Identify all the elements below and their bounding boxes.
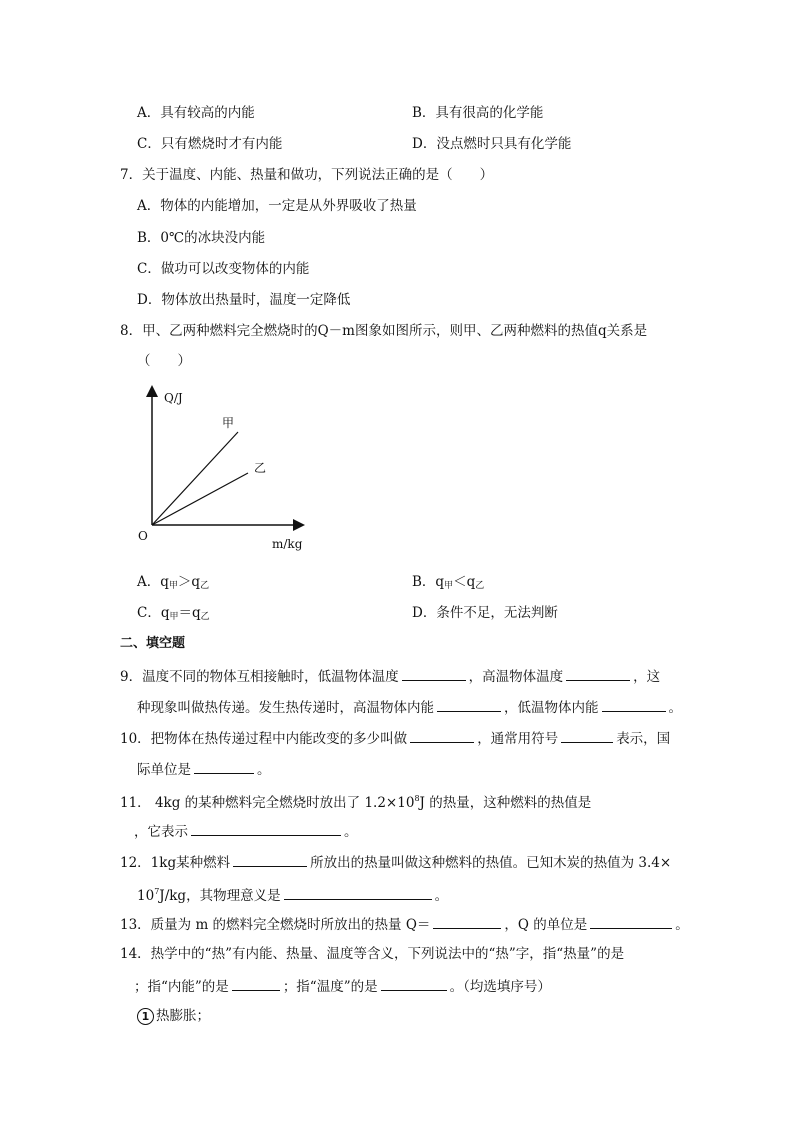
q14-blank-2[interactable] [232, 976, 280, 991]
q12-blank-2[interactable] [284, 885, 432, 900]
q6-option-a: A．具有较高的内能 [137, 105, 255, 121]
q8-option-a: A．$q_甲>q_乙$ [137, 574, 210, 591]
q9-blank-3[interactable] [437, 697, 501, 712]
q9-line2: 种现象叫做热传递。发生热传递时，高温物体内能 ，低温物体内能 。 [137, 697, 682, 717]
q9-blank-2[interactable] [566, 666, 630, 681]
q14-line2: ；指“内能”的是 ；指“温度”的是 。（均选填序号） [134, 976, 551, 996]
x-axis-label: m/kg [272, 537, 303, 551]
q8-option-d: D．条件不足，无法判断 [412, 605, 558, 621]
line-yi [152, 473, 248, 525]
q11-line1: 11． 4kg 的某种燃料完全燃烧时放出了 $1.2\times 10^8J$ 的热量，这种燃料的热值是 [120, 794, 592, 811]
q6-option-c: C．只有燃烧时才有内能 [137, 136, 283, 152]
q11-blank-1[interactable] [191, 821, 341, 836]
q9-blank-4[interactable] [602, 697, 666, 712]
q8-stem-line1: 8．甲、乙两种燃料完全燃烧时的Q－m图象如图所示，则甲、乙两种燃料的热值q关系是 [120, 323, 648, 339]
q13-blank-2[interactable] [590, 914, 672, 929]
q14-blank-3[interactable] [381, 976, 447, 991]
section-title: 二、填空题 [120, 636, 186, 651]
q12-line1: 12．1kg某种燃料 所放出的热量叫做这种燃料的热值。已知木炭的热值为 3.4× [120, 852, 671, 872]
q7-stem: 7．关于温度、内能、热量和做功，下列说法正确的是（ ） [120, 167, 494, 183]
q10-line1: 10．把物体在热传递过程中内能改变的多少叫做 ，通常用符号 表示，国 [120, 728, 670, 748]
q6-option-d: D．没点燃时只具有化学能 [412, 136, 572, 152]
q7-option-d: D．物体放出热量时，温度一定降低 [137, 292, 351, 308]
y-axis-label: Q/J [164, 391, 183, 405]
q12-blank-1[interactable] [233, 852, 307, 867]
q8-stem-line2: （ ） [137, 353, 191, 369]
q13-line: 13．质量为 m 的燃料完全燃烧时所放出的热量 Q＝ ，Q 的单位是 。 [120, 914, 689, 934]
q7-option-b: B．0℃的冰块没内能 [137, 230, 266, 246]
q10-blank-1[interactable] [410, 728, 474, 743]
q14-item-1: 1 热膨胀； [137, 1007, 210, 1025]
q12-line2: $10^7J/kg$，其物理意义是 。 [137, 887, 449, 904]
q6-option-b: B．具有很高的化学能 [412, 105, 544, 121]
q7-option-a: A．物体的内能增加，一定是从外界吸收了热量 [137, 198, 417, 214]
line-yi-label: 乙 [254, 461, 267, 475]
line-jia-label: 甲 [222, 416, 235, 430]
q10-blank-3[interactable] [194, 759, 254, 774]
q8-option-c: C．$q_甲=q_乙$ [137, 605, 210, 622]
q10-line2: 际单位是 。 [137, 759, 271, 779]
q9-line1: 9．温度不同的物体互相接触时，低温物体温度 ，高温物体温度 ，这 [120, 666, 660, 686]
line-jia [152, 432, 238, 525]
q9-blank-1[interactable] [402, 666, 466, 681]
q14-line1: 14．热学中的“热”有内能、热量、温度等含义，下列说法中的“热”字，指“热量”的是 [120, 946, 625, 962]
circled-number-icon: 1 [137, 1008, 154, 1025]
q11-line2: ，它表示 。 [134, 821, 358, 841]
q-m-graph [130, 380, 330, 560]
origin-label: O [138, 529, 148, 543]
q10-blank-2[interactable] [561, 728, 613, 743]
q13-blank-1[interactable] [433, 914, 501, 929]
q7-option-c: C．做功可以改变物体的内能 [137, 261, 310, 277]
q8-option-b: B．$q_甲<q_乙$ [412, 574, 485, 591]
